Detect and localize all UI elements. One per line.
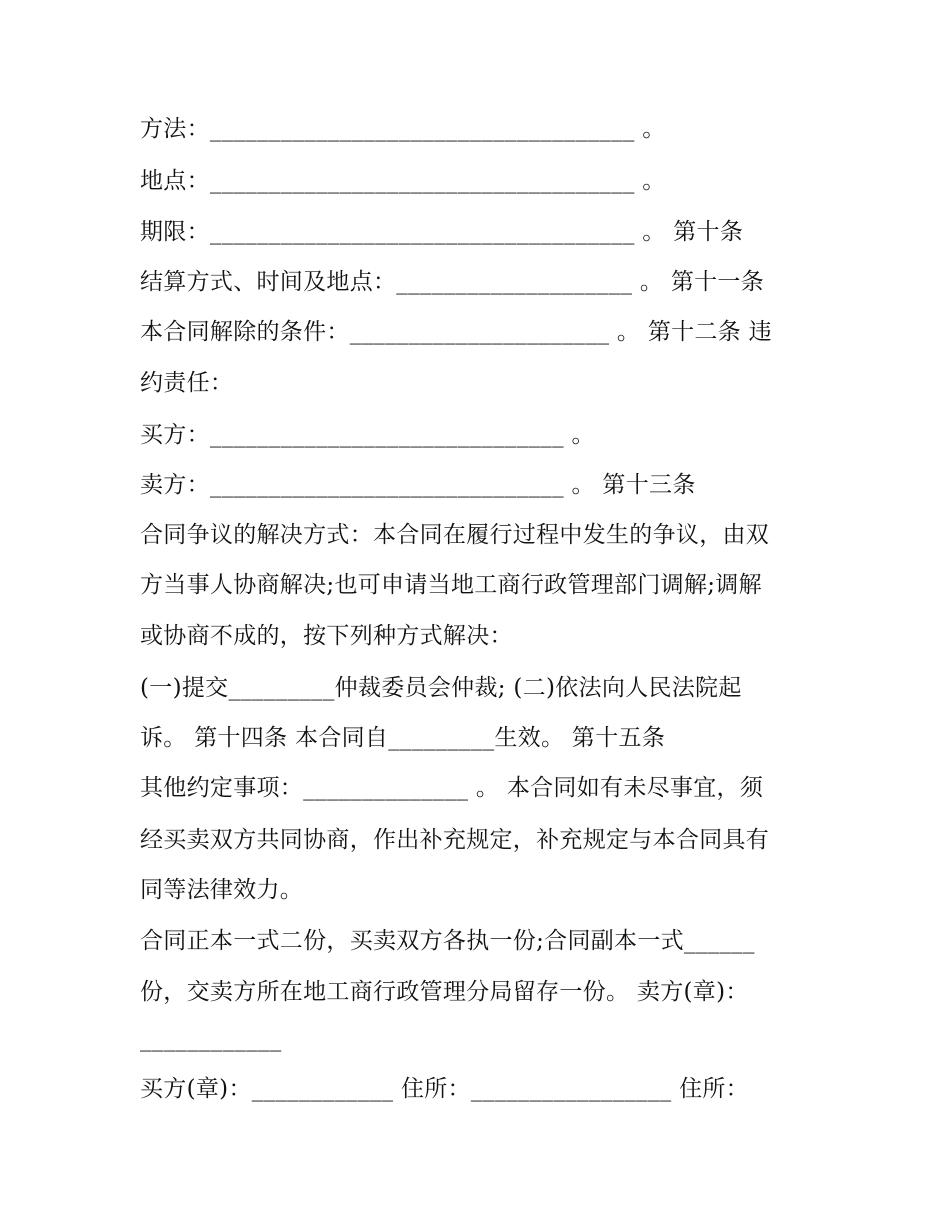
text-line: 期限：____________________________________ 。 第十条: [140, 219, 744, 245]
text-line: 份，交卖方所在地工商行政管理分局留存一份。 卖方(章)：: [140, 979, 749, 1005]
text-line: 地点：____________________________________ 。: [140, 168, 666, 194]
text-line: 方法：____________________________________ 。: [140, 116, 666, 142]
text-line: 方当事人协商解决;也可申请当地工商行政管理部门调解;调解: [140, 572, 762, 598]
signature-blank: ____________: [140, 1026, 282, 1052]
text-line: 买方(章)：____________ 住所：_________________ 住所：: [140, 1076, 749, 1102]
text-line: 同等法律效力。: [140, 877, 304, 903]
text-line: 或协商不成的，按下列种方式解决：: [140, 623, 513, 649]
text-line: 结算方式、时间及地点：____________________ 。 第十一条: [140, 269, 765, 295]
text-line: 约责任：: [140, 370, 234, 396]
text-line: 经买卖双方共同协商，作出补充规定，补充规定与本合同具有: [140, 827, 770, 853]
text-line: 其他约定事项：______________ 。 本合同如有未尽事宜，须: [140, 775, 764, 801]
text-line: 合同正本一式二份，买卖双方各执一份;合同副本一式______: [140, 928, 755, 954]
text-line: 买方：______________________________ 。: [140, 422, 595, 448]
text-line: (一)提交_________仲裁委员会仲裁; (二)依法向人民法院起: [140, 675, 742, 701]
text-line: 卖方：______________________________ 。 第十三条: [140, 472, 696, 498]
text-line: 本合同解除的条件：______________________ 。 第十二条 违: [140, 319, 772, 345]
text-line: 诉。 第十四条 本合同自_________生效。 第十五条: [140, 725, 666, 751]
text-line: 合同争议的解决方式：本合同在履行过程中发生的争议，由双: [140, 522, 770, 548]
